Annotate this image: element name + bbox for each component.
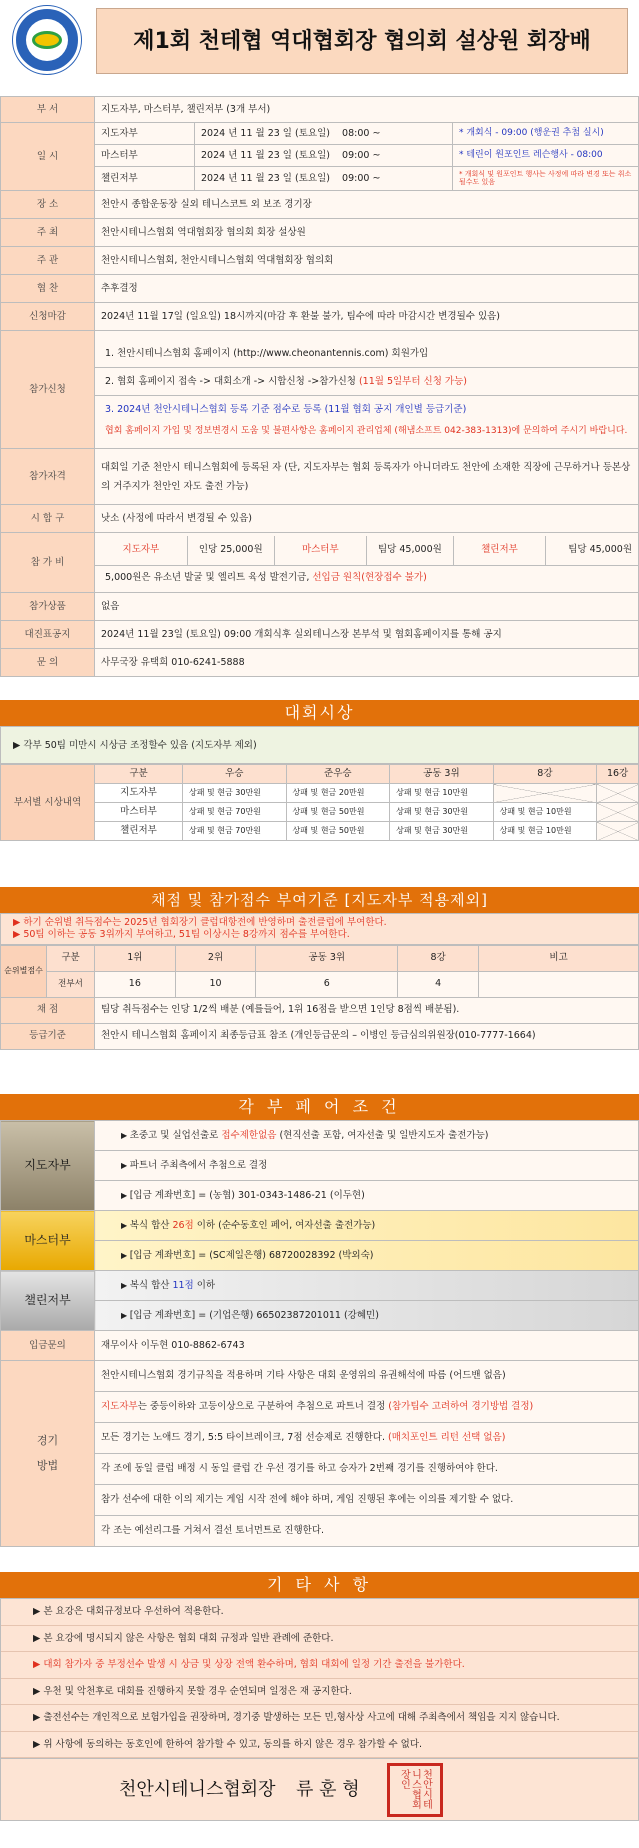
info-table <box>0 96 639 668</box>
misc-item: ▶ 우천 및 악천후로 대회를 진행하지 못할 경우 순연되며 일정은 재 공지한다. <box>1 1679 638 1706</box>
payment-value: 재무이사 이두현 010-8862-6743 <box>95 1331 639 1361</box>
misc-section <box>0 1572 639 1821</box>
deadline-label: 신청마감 <box>1 303 95 331</box>
challenger-label: 챌린저부 <box>1 1271 95 1331</box>
score-value: 6 <box>256 971 398 997</box>
challenger-account: ▶ [입금 계좌번호] = (기업은행) 66502387201011 (강혜민) <box>95 1301 639 1331</box>
prize-cell: 상패 및 현금 20만원 <box>286 784 390 803</box>
prize-cell: 상패 및 현금 10만원 <box>390 784 494 803</box>
score-notes <box>0 913 639 945</box>
rule-item: 참가 선수에 대한 이의 제기는 게임 시작 전에 해야 하며, 게임 진행된 후에는 이의를 제기할 수 없다. <box>95 1485 639 1516</box>
date-note: * 개회식 및 원포인트 행사는 사정에 따라 변경 또는 취소될수도 있음 <box>453 167 639 191</box>
apply-help: 협회 홈페이지 가입 및 정보변경시 도움 및 불편사항은 홈페이지 관리업체 (해냄소프트 042-383-1313)에 문의하여 주시기 바랍니다. <box>105 425 628 436</box>
prize-cell: 상패 및 현금 70만원 <box>183 822 287 841</box>
ball-label: 시 합 구 <box>1 505 95 533</box>
challenger-cond-1: ▶ 복식 합산 11점 이하 <box>95 1271 639 1301</box>
sponsor-label: 협 찬 <box>1 275 95 303</box>
apply-step-2: 2. 협회 홈페이지 접속 -> 대회소개 -> 시합신청 ->참가신청 (11월 5일부터 신청 가능) <box>95 368 638 396</box>
score-value: 10 <box>175 971 256 997</box>
rule-item: 천안시테니스협회 경기규칙을 적용하며 기타 사항은 대회 운영위의 유권해석에 따름 (어드밴 없음) <box>95 1361 639 1392</box>
date-note: * 개회식 - 09:00 (행운권 추첨 실시) <box>453 123 639 145</box>
pair-section <box>0 1094 639 1547</box>
prize-div: 지도자부 <box>95 784 183 803</box>
master-account: ▶ [입금 계좌번호] = (SC제일은행) 68720028392 (박외숙) <box>95 1241 639 1271</box>
date-note: * 테린이 원포인트 레슨행사 - 08:00 <box>453 145 639 167</box>
score-value: 16 <box>95 971 176 997</box>
rule-item: 모든 경기는 노애드 경기, 5:5 타이브레이크, 7점 선승제로 진행한다. (매치포인트 리턴 선택 없음) <box>95 1423 639 1454</box>
prize-cell-empty <box>493 784 597 803</box>
prize-cell: 상패 및 현금 10만원 <box>493 803 597 822</box>
rules-label: 경기 방법 <box>1 1361 95 1547</box>
rank-label: 순위별점수 <box>1 945 47 997</box>
page-title: 제1회 천테협 역대협회장 협의회 설상원 회장배 <box>96 8 628 74</box>
score-header: 구분 <box>47 945 95 971</box>
leader-cond-1: ▶ 초중고 및 실업선출로 접수제한없음 (현직선출 포함, 여자선출 및 일반지도자 출전가능) <box>95 1121 639 1151</box>
fee-label: 참 가 비 <box>1 533 95 593</box>
host-value: 천안시테니스협회 역대협회장 협의회 회장 설상원 <box>95 219 639 247</box>
fee-div: 마스터부 <box>274 536 366 566</box>
fee-note: 5,000원은 유소년 발굴 및 엘리트 육성 발전기금, 선입금 원칙(현장접수 불가) <box>105 571 427 583</box>
contact-label: 문 의 <box>1 649 95 677</box>
prize-header: 8강 <box>493 765 597 784</box>
signature-org: 천안시테니스협회장 <box>119 1779 276 1800</box>
prize-cell: 상패 및 현금 30만원 <box>183 784 287 803</box>
date-value: 2024 년 11 월 23 일 (토요일) 09:00 ~ <box>195 167 453 191</box>
leader-label: 지도자부 <box>1 1121 95 1211</box>
misc-item: ▶ 대회 참가자 중 부정선수 발생 시 상금 및 상장 전액 환수하며, 협회 대회에 일정 기간 출전을 불가한다. <box>1 1652 638 1679</box>
venue-value: 천안시 종합운동장 실외 테니스코트 외 보조 경기장 <box>95 191 639 219</box>
fee-amt: 팀당 45,000원 <box>546 536 638 566</box>
misc-list <box>0 1598 639 1759</box>
prize-cell: 상패 및 현금 10만원 <box>493 822 597 841</box>
header <box>0 0 639 80</box>
prize-header: 우승 <box>183 765 287 784</box>
prize-cell: 상패 및 현금 50만원 <box>286 803 390 822</box>
qualification-value: 대회일 기준 천안시 테니스협회에 등록된 자 (단, 지도자부는 협회 등록자가 아니더라도 천안에 소재한 직장에 근무하거나 등본상의 거주지가 천안인 자도 출전 가능) <box>95 449 639 505</box>
judge-value: 팀당 취득점수는 인당 1/2씩 배분 (예를들어, 1위 16점을 받으면 1인당 8점씩 배분됨). <box>95 997 639 1023</box>
leader-account: ▶ [입금 계좌번호] = (농협) 301-0343-1486-21 (이두현) <box>95 1181 639 1211</box>
organizer-label: 주 관 <box>1 247 95 275</box>
rule-item: 각 조에 동일 클럽 배정 시 동일 클럽 간 우선 경기를 하고 승자가 2번째 경기를 진행하여야 한다. <box>95 1454 639 1485</box>
misc-item: ▶ 위 사항에 동의하는 동호인에 한하여 참가할 수 있고, 동의를 하지 않은 경우 참가할 수 없다. <box>1 1732 638 1759</box>
prize-section <box>0 700 639 841</box>
score-section <box>0 887 639 1050</box>
ball-value: 낫소 (사정에 따라서 변경될 수 있음) <box>95 505 639 533</box>
master-label: 마스터부 <box>1 1211 95 1271</box>
signature-name: 류 훈 형 <box>296 1779 360 1800</box>
prize-header: 공동 3위 <box>390 765 494 784</box>
fee-table <box>95 533 639 593</box>
score-header: 8강 <box>398 945 479 971</box>
score-header: 2위 <box>175 945 256 971</box>
rule-item: 각 조는 예선리그를 거쳐서 결선 토너먼트로 진행한다. <box>95 1516 639 1547</box>
grade-value: 천안시 테니스협회 홈페이지 최종등급표 참조 (개인등급문의 – 이병인 등급심의위원장(010-7777-1664) <box>95 1023 639 1049</box>
date-div: 마스터부 <box>95 145 195 167</box>
payment-label: 입금문의 <box>1 1331 95 1361</box>
score-note: ▶ 50팀 이하는 공동 3위까지 부여하고, 51팀 이상시는 8강까지 점수를 부여한다. <box>13 928 350 940</box>
apply-step-3: 3. 2024년 천안시테니스협회 등록 기준 점수로 등록 (11월 협회 공지 개인별 등급기준) <box>105 403 467 415</box>
score-title: 채점 및 참가점수 부여기준 [지도자부 적용제외] <box>0 887 639 913</box>
grade-label: 등급기준 <box>1 1023 95 1049</box>
sponsor-value: 추후결정 <box>95 275 639 303</box>
score-header: 공동 3위 <box>256 945 398 971</box>
prize-cell: 상패 및 현금 30만원 <box>390 822 494 841</box>
qualification-label: 참가자격 <box>1 449 95 505</box>
score-note: ▶ 하기 순위별 취득점수는 2025년 협회장기 클럽대항전에 반영하며 출전클럽에 부여한다. <box>13 917 387 928</box>
division-label: 부 서 <box>1 97 95 123</box>
misc-item: ▶ 출전선수는 개인적으로 보험가입을 권장하며, 경기중 발생하는 모든 민,형사상 사고에 대해 주최측에서 책임을 지지 않습니다. <box>1 1705 638 1732</box>
prize-header: 준우승 <box>286 765 390 784</box>
apply-label: 참가신청 <box>1 331 95 449</box>
misc-item: ▶ 본 요강에 명시되지 않은 사항은 협회 대회 규정과 일반 관례에 준한다. <box>1 1626 638 1653</box>
leader-cond-2: ▶ 파트너 주최측에서 추첨으로 결정 <box>95 1151 639 1181</box>
date-label: 일 시 <box>1 123 95 191</box>
division-value: 지도자부, 마스터부, 챌린저부 (3개 부서) <box>95 97 639 123</box>
prize-cell: 상패 및 현금 30만원 <box>390 803 494 822</box>
gift-label: 참가상품 <box>1 593 95 621</box>
association-logo <box>13 6 81 74</box>
prize-div: 챌린저부 <box>95 822 183 841</box>
fee-div: 지도자부 <box>95 536 187 566</box>
rule-item: 지도자부는 중등이하와 고등이상으로 구분하여 추첨으로 파트너 결정 (참가팀수 고려하여 경기방법 결정) <box>95 1392 639 1423</box>
prize-cell: 상패 및 현금 70만원 <box>183 803 287 822</box>
prize-div: 마스터부 <box>95 803 183 822</box>
venue-label: 장 소 <box>1 191 95 219</box>
prize-header: 16강 <box>597 765 639 784</box>
score-row-label: 전부서 <box>47 971 95 997</box>
judge-label: 채 점 <box>1 997 95 1023</box>
prize-cell-empty <box>597 822 639 841</box>
score-value: 4 <box>398 971 479 997</box>
draw-value: 2024년 11월 23일 (토요일) 09:00 개회식후 실외테니스장 본부석 및 협회홈페이지를 통해 공지 <box>95 621 639 649</box>
deadline-value: 2024년 11월 17일 (일요일) 18시까지(마감 후 환불 불가, 팀수에 따라 마감시간 변경될수 있음) <box>95 303 639 331</box>
signature-block <box>0 1759 639 1821</box>
misc-item: ▶ 본 요강은 대회규정보다 우선하여 적용한다. <box>1 1599 638 1626</box>
contact-value: 사무국장 유택희 010-6241-5888 <box>95 649 639 677</box>
misc-title: 기 타 사 항 <box>0 1572 639 1598</box>
draw-label: 대진표공지 <box>1 621 95 649</box>
prize-note: ▶ 각부 50팀 미만시 시상금 조정할수 있음 (지도자부 제외) <box>0 726 639 764</box>
apply-step-1: 1. 천안시테니스협회 홈페이지 (http://www.cheonantennis.com) 회원가입 <box>95 340 638 368</box>
date-value: 2024 년 11 월 23 일 (토요일) 08:00 ~ <box>195 123 453 145</box>
score-header: 비고 <box>479 945 639 971</box>
pair-title: 각 부 페 어 조 건 <box>0 1094 639 1120</box>
organizer-value: 천안시테니스협회, 천안시테니스협회 역대협회장 협의회 <box>95 247 639 275</box>
score-value <box>479 971 639 997</box>
prize-row-label: 부서별 시상내역 <box>1 765 95 841</box>
prize-cell-empty <box>597 803 639 822</box>
gift-value: 없음 <box>95 593 639 621</box>
fee-amt: 인당 25,000원 <box>187 536 274 566</box>
date-value: 2024 년 11 월 23 일 (토요일) 09:00 ~ <box>195 145 453 167</box>
prize-title: 대회시상 <box>0 700 639 726</box>
score-header: 1위 <box>95 945 176 971</box>
host-label: 주 최 <box>1 219 95 247</box>
prize-cell-empty <box>597 784 639 803</box>
prize-cell: 상패 및 현금 50만원 <box>286 822 390 841</box>
apply-steps <box>95 331 639 449</box>
prize-header: 구분 <box>95 765 183 784</box>
fee-div: 챌린저부 <box>453 536 545 566</box>
date-div: 챌린저부 <box>95 167 195 191</box>
date-div: 지도자부 <box>95 123 195 145</box>
official-seal: 천안시테니스협회장인 <box>387 1763 443 1817</box>
master-cond-1: ▶ 복식 합산 26점 이하 (순수동호인 페어, 여자선출 출전가능) <box>95 1211 639 1241</box>
fee-amt: 팀당 45,000원 <box>366 536 453 566</box>
